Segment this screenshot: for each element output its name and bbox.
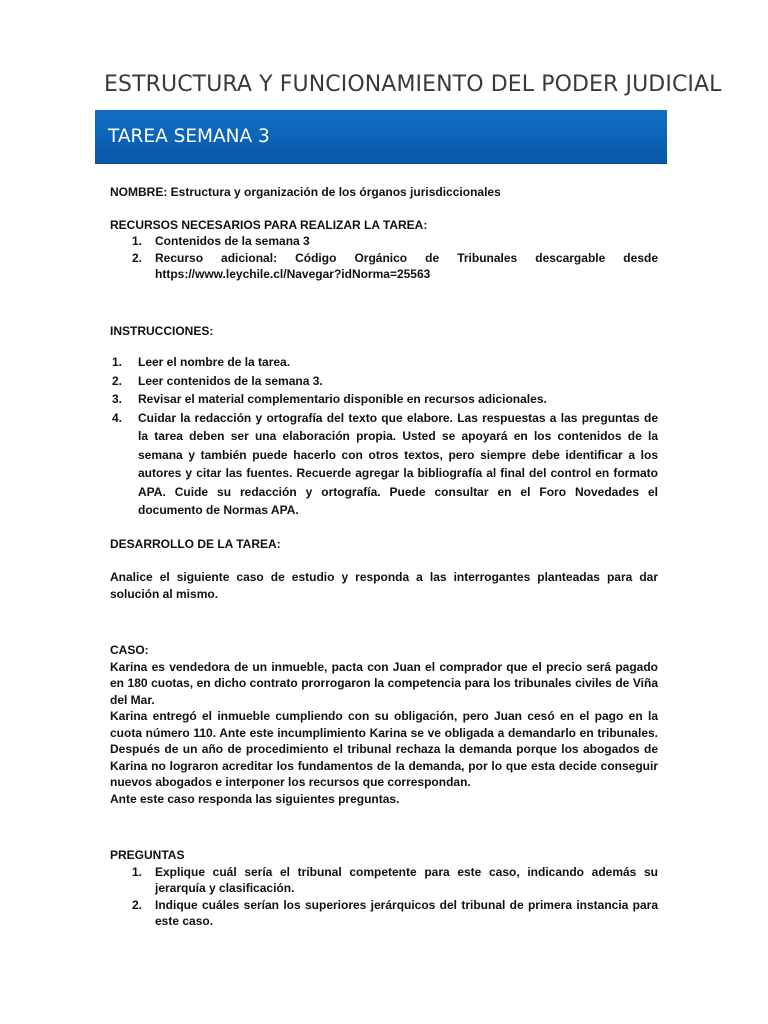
document-body — [110, 184, 658, 930]
list-text: Leer contenidos de la semana 3. — [138, 373, 323, 388]
list-text: Cuidar la redacción y ortografía del texto que elabore. Las respuestas a las preguntas de la tarea deben ser una elaboración propia. Usted se apoyará en los contenidos de la semana y también puede hacerlo con otros textos, pero siempre debe identificar a los autores y citar las fuentes. Recuerde agregar la bibliografía al final del control en formato APA. Cuide su redacción y ortografía. Puede consultar en el Foro Novedades el documento de Normas APA. — [138, 410, 658, 517]
list-text: Explique cuál sería el tribunal competente para este caso, indicando además su jerarquía y clasificación. — [155, 864, 658, 895]
course-title: ESTRUCTURA Y FUNCIONAMIENTO DEL PODER JUDICIAL — [104, 72, 722, 97]
list-item — [110, 864, 658, 897]
list-number: 2. — [132, 250, 143, 265]
preguntas-list — [110, 864, 658, 930]
section-banner — [95, 110, 667, 164]
list-text: Contenidos de la semana 3 — [155, 234, 310, 248]
list-number: 1. — [132, 864, 143, 879]
desarrollo-heading: DESARROLLO DE LA TAREA: — [110, 536, 281, 551]
list-item — [110, 353, 658, 372]
preguntas-heading: PREGUNTAS — [110, 848, 185, 862]
list-text: Leer el nombre de la tarea. — [138, 355, 291, 369]
list-number: 1. — [132, 234, 143, 248]
caso-paragraph: Karina es vendedora de un inmueble, pacta con Juan el comprador que el precio será pagado en 180 cuotas, en dicho contrato prorrogaron la competencia para los tribunales civiles de Viña del Mar. — [110, 659, 658, 707]
list-item — [110, 390, 658, 409]
list-number: 2. — [132, 897, 143, 912]
list-item — [110, 409, 658, 520]
list-number: 4. — [112, 410, 123, 425]
caso-paragraph: Ante este caso responda las siguientes preguntas. — [110, 791, 400, 806]
recursos-heading: RECURSOS NECESARIOS PARA REALIZAR LA TAREA: — [110, 217, 428, 232]
list-text: Recurso adicional: Código Orgánico de Tribunales descargable desde https://www.leychile.cl/Navegar?idNorma=25563 — [155, 250, 658, 281]
list-text: Indique cuáles serían los superiores jerárquicos del tribunal de primera instancia para este caso. — [155, 897, 658, 928]
caso-paragraph: Karina entregó el inmueble cumpliendo con su obligación, pero Juan cesó en el pago en la cuota número 110. Ante este incumplimiento Karina se ve obligada a demandarlo en tribunales. Después de un año de procedimiento el tribunal rechaza la demanda porque los abogados de Karina no lograron acreditar los fundamentos de la demanda, por lo que esta decide conseguir nuevos abogados e interponer los recursos que correspondan. — [110, 709, 658, 789]
caso-heading: CASO: — [110, 643, 149, 657]
banner-title: TAREA SEMANA 3 — [108, 126, 270, 147]
desarrollo-section — [110, 536, 658, 603]
desarrollo-text: Analice el siguiente caso de estudio y responda a las interrogantes planteadas para dar solución al mismo. — [110, 570, 658, 601]
nombre-line: NOMBRE: Estructura y organización de los órganos jurisdiccionales — [110, 185, 501, 199]
list-number: 1. — [112, 355, 123, 369]
list-item — [110, 250, 658, 283]
list-text: Revisar el material complementario disponible en recursos adicionales. — [138, 392, 547, 406]
list-item — [110, 897, 658, 930]
preguntas-section — [110, 847, 658, 930]
recursos-section — [110, 217, 658, 283]
instrucciones-heading: INSTRUCCIONES: — [110, 323, 214, 338]
list-number: 3. — [112, 392, 123, 406]
list-item — [110, 372, 658, 391]
instrucciones-section — [110, 323, 658, 520]
instrucciones-list — [110, 353, 658, 520]
caso-section — [110, 642, 658, 807]
list-item — [110, 233, 658, 250]
list-number: 2. — [112, 373, 123, 388]
recursos-list — [110, 233, 658, 283]
